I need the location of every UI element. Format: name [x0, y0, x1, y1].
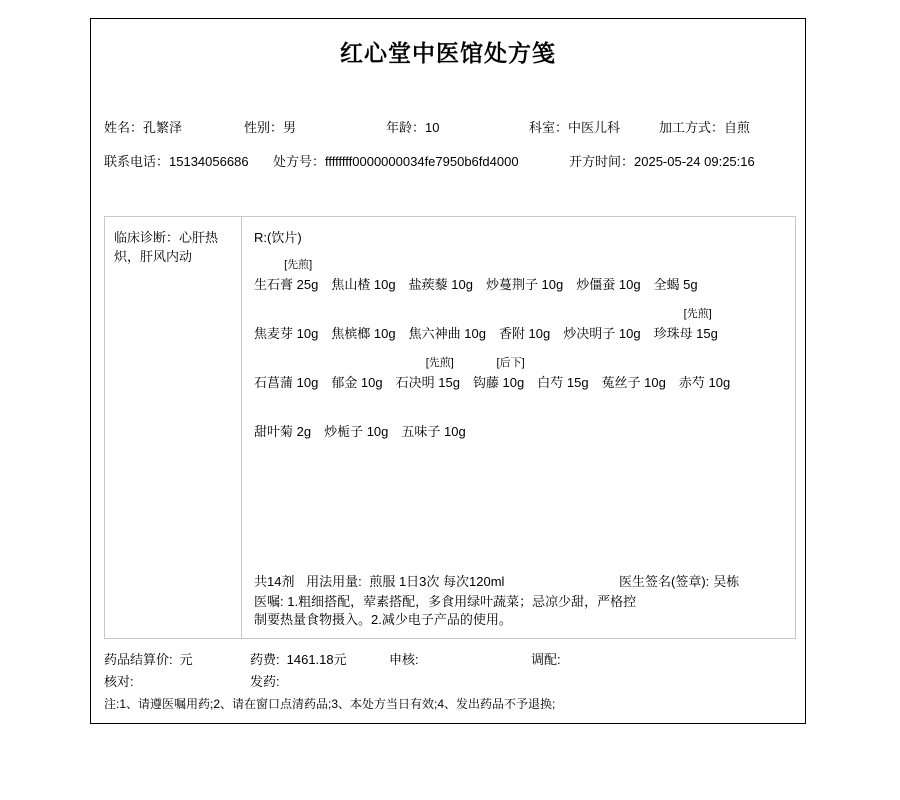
- footnote: 注:1、请遵医嘱用药;2、请在窗口点清药品;3、本处方当日有效;4、发出药品不予退换;: [104, 697, 556, 711]
- herb-name-qty: 全蝎 5g: [653, 277, 698, 292]
- herb-item: [486, 254, 563, 294]
- herb-name-qty: 赤芍 10g: [678, 375, 731, 390]
- rx-header: R:(饮片): [254, 230, 302, 245]
- decoction-method-label: [511, 303, 562, 324]
- field-label: 加工方式：: [659, 120, 725, 135]
- signature-value: 吴栋: [713, 574, 740, 589]
- herb-row: [254, 352, 795, 392]
- patient-gender-field: [244, 117, 296, 136]
- patient-name-field: [104, 117, 182, 136]
- herb-name-qty: 炒僵蚕 10g: [576, 277, 641, 292]
- rx-footer: [254, 572, 785, 629]
- herb-name-qty: 焦山楂 10g: [331, 277, 396, 292]
- decoction-method-label: [498, 254, 575, 275]
- processing-method-field: [659, 117, 750, 136]
- advice-label: 医嘱:: [254, 594, 284, 609]
- prescription-sheet: [90, 18, 806, 724]
- field-label: 调配:: [531, 652, 561, 667]
- herb-row: [254, 401, 795, 441]
- field-label: 开方时间：: [569, 154, 635, 169]
- diagnosis-value: 心肝热炽，肝风内动: [114, 230, 219, 264]
- herb-item: [331, 352, 382, 392]
- signature-label: 医生签名(签章):: [619, 574, 710, 589]
- decoction-method-label: [421, 303, 498, 324]
- field-label: 科室：: [529, 120, 569, 135]
- field-value: 15134056686: [169, 154, 249, 169]
- field-value: 男: [283, 120, 297, 135]
- herb-item: [654, 303, 718, 343]
- field-value: 2025-05-24 09:25:16: [634, 154, 755, 169]
- herb-name-qty: 五味子 10g: [401, 424, 466, 439]
- diagnosis-label: 临床诊断：: [114, 230, 180, 245]
- field-value: 自煎: [724, 120, 751, 135]
- decoction-method-label: [343, 254, 407, 275]
- herb-item: [473, 352, 524, 392]
- decoction-method-label: [666, 254, 710, 275]
- herb-name-qty: 炒栀子 10g: [324, 424, 389, 439]
- decoction-method-label: [先煎]: [425, 357, 454, 369]
- herb-item: [602, 352, 666, 392]
- herb-row: [254, 303, 795, 343]
- herb-item: [537, 352, 588, 392]
- field-value: ffffffff0000000034fe7950b6fd4000: [325, 154, 519, 169]
- decoction-method-label: [575, 303, 652, 324]
- prescription-number-field: [273, 151, 519, 170]
- medical-advice: [254, 593, 638, 629]
- herb-item: [331, 303, 395, 343]
- patient-age-field: [386, 117, 439, 136]
- herb-name-qty: 菟丝子 10g: [601, 375, 666, 390]
- decoction-method-label: [336, 401, 400, 422]
- field-label: 核对:: [104, 674, 134, 689]
- field-label: 年龄：: [386, 120, 426, 135]
- herb-name-qty: 焦麦芽 10g: [254, 326, 319, 341]
- herb-item: [254, 254, 318, 294]
- phone-field: [104, 151, 249, 170]
- herb-name-qty: 盐蒺藜 10g: [408, 277, 473, 292]
- field-label: 申核:: [389, 652, 419, 667]
- prescription-box: [104, 216, 796, 639]
- issue-field: [250, 671, 287, 690]
- herb-item: [324, 401, 388, 441]
- herb-item: [254, 401, 311, 441]
- usage-label: 用法用量:: [306, 574, 362, 589]
- field-label: 药品结算价:: [104, 652, 173, 667]
- herb-name-qty: 炒蔓荆子 10g: [485, 277, 564, 292]
- clinic-title: 红心堂中医馆处方笺: [340, 40, 556, 66]
- herb-item: [331, 254, 395, 294]
- field-label: 姓名：: [104, 120, 144, 135]
- herb-row: [254, 254, 795, 294]
- field-value: 中医儿科: [568, 120, 621, 135]
- review-field: [389, 649, 426, 668]
- herb-item: [396, 352, 460, 392]
- decoction-method-label: [343, 352, 394, 373]
- herb-item: [254, 303, 318, 343]
- herb-name-qty: 香附 10g: [498, 326, 551, 341]
- herb-name-qty: 石决明 15g: [395, 375, 460, 390]
- department-field: [529, 117, 620, 136]
- herb-item: [654, 254, 698, 294]
- herb-name-qty: 生石膏 25g: [254, 277, 319, 292]
- doctor-signature: [619, 572, 739, 591]
- decoction-method-label: [先煎]: [284, 259, 313, 271]
- drug-fee-field: [250, 649, 347, 668]
- herb-name-qty: 焦槟榔 10g: [331, 326, 396, 341]
- decoction-method-label: [266, 352, 330, 373]
- herb-item: [499, 303, 550, 343]
- herb-item: [563, 303, 640, 343]
- herb-item: [254, 352, 318, 392]
- herb-name-qty: 石菖蒲 10g: [254, 375, 319, 390]
- field-value: 孔繁泽: [143, 120, 183, 135]
- dispense-field: [531, 649, 568, 668]
- field-value: 10: [425, 120, 440, 135]
- dose-count: 共14剂: [254, 574, 295, 589]
- decoction-method-label: [588, 254, 652, 275]
- decoction-method-label: [413, 401, 477, 422]
- decoction-method-label: [614, 352, 678, 373]
- prescription-time-field: [569, 151, 755, 170]
- herb-name-qty: 炒决明子 10g: [563, 326, 641, 341]
- usage-value: 煎服 1日3次 每次120ml: [369, 574, 505, 589]
- decoction-method-label: [后下]: [496, 357, 525, 369]
- clinical-diagnosis: [114, 228, 227, 266]
- advice-value: 1.粗细搭配，荤素搭配，多食用绿叶蔬菜；忌凉少甜，严格控制要热量食物摄入。2.减少电子产品的使用。: [254, 594, 637, 627]
- herb-name-qty: 焦六神曲 10g: [408, 326, 486, 341]
- field-label: 性别：: [244, 120, 284, 135]
- settle-price-field: [104, 649, 193, 668]
- herb-name-qty: 珍珠母 15g: [653, 326, 718, 341]
- decoction-method-label: [343, 303, 407, 324]
- decoction-method-label: [266, 401, 323, 422]
- herb-name-qty: 甜叶菊 2g: [254, 424, 312, 439]
- field-label: 处方号：: [273, 154, 326, 169]
- usage-line: [254, 572, 785, 591]
- field-value: 元: [179, 652, 193, 667]
- check-field: [104, 671, 141, 690]
- field-value: 1461.18元: [286, 652, 347, 667]
- herb-item: [409, 303, 486, 343]
- decoction-method-label: [421, 254, 485, 275]
- decoction-method-label: [先煎]: [683, 308, 712, 320]
- decoction-method-label: [266, 303, 330, 324]
- herb-item: [409, 254, 473, 294]
- field-label: 药费:: [250, 652, 280, 667]
- herb-rows: [254, 254, 795, 441]
- field-label: 联系电话：: [104, 154, 170, 169]
- diagnosis-column: [105, 217, 242, 638]
- herb-name-qty: 钩藤 10g: [472, 375, 525, 390]
- herb-name-qty: 白芍 15g: [537, 375, 589, 390]
- field-label: 发药:: [250, 674, 280, 689]
- herb-item: [679, 352, 730, 392]
- herb-name-qty: 郁金 10g: [331, 375, 383, 390]
- herb-item: [576, 254, 640, 294]
- herb-item: [401, 401, 465, 441]
- prescription-column: [242, 217, 795, 638]
- decoction-method-label: [691, 352, 742, 373]
- decoction-method-label: [549, 352, 600, 373]
